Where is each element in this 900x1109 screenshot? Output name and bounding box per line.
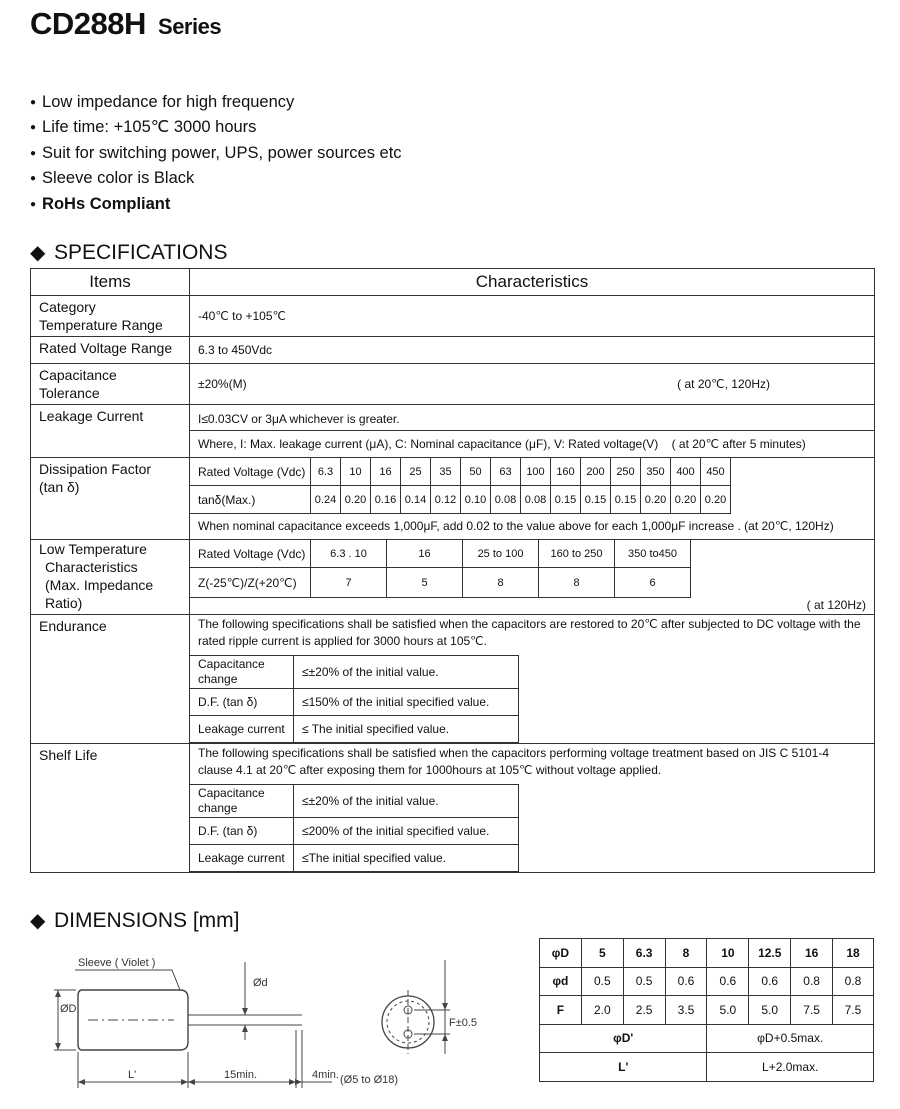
L-prime-header: L' (540, 1053, 707, 1082)
arrow-head (242, 1008, 248, 1015)
low-temp-label-line: Characteristics (45, 559, 138, 575)
sleeve-label: Sleeve ( Violet ) (78, 957, 156, 969)
df-tan-value: 0.08 (491, 486, 521, 514)
df-voltage: 350 (641, 458, 671, 486)
low-temp-note: ( at 120Hz) (806, 598, 866, 612)
lt-ratio: 8 (539, 568, 615, 598)
lt-ratio: 8 (463, 568, 539, 598)
feature-item: ● Suit for switching power, UPS, power sources etc (30, 141, 402, 166)
page-title (30, 6, 221, 42)
phid-value: 0.6 (707, 967, 749, 996)
phid-value: 0.5 (581, 967, 623, 996)
df-tan-value: 0.24 (311, 486, 341, 514)
shelf-item-line: Capacitance (198, 786, 265, 800)
dissipation-label-line: (tan δ) (39, 479, 80, 495)
shelf-value: ≤±20% of the initial value. (294, 785, 519, 818)
df-voltage: 35 (431, 458, 461, 486)
sleeve-leader (172, 970, 180, 990)
endurance-item: D.F. (tan δ) (190, 689, 294, 716)
arrow-head (55, 1043, 61, 1050)
shelf-item: D.F. (tan δ) (190, 818, 294, 845)
df-voltage: 10 (341, 458, 371, 486)
category-label (31, 296, 190, 337)
df-tan-label: tanδ(Max.) (190, 486, 311, 514)
F-value: 3.5 (665, 996, 707, 1025)
lead-length-label: 15min. (224, 1069, 258, 1081)
series-suffix: Series (158, 14, 222, 39)
specifications-heading (30, 240, 227, 265)
F-value: 5.0 (749, 996, 791, 1025)
arrow-head (295, 1079, 302, 1085)
dimensions-heading-text: DIMENSIONS [mm] (54, 909, 240, 932)
df-tan-value: 0.20 (641, 486, 671, 514)
endurance-text: The following specifications shall be satisfied when the capacitors are restored to 20℃ after subjected to DC voltage with the rated ripple current is applied for 3000 hours at 105℃. (198, 617, 861, 648)
endurance-value: ≤150% of the initial specified value. (294, 689, 519, 716)
df-tan-value: 0.10 (461, 486, 491, 514)
arrow-head (78, 1079, 85, 1085)
arrow-head (442, 1003, 448, 1010)
df-tan-value: 0.15 (611, 486, 641, 514)
diamond-icon: ◆ (30, 242, 46, 264)
shelf-table (189, 784, 519, 872)
feature-item: ● Life time: +105℃ 3000 hours (30, 115, 402, 140)
endurance-item (190, 656, 294, 689)
diamond-icon: ◆ (30, 910, 46, 932)
low-temperature-cell (190, 540, 875, 615)
capacitance-tolerance-value: ±20%(M) (198, 377, 247, 391)
df-tan-value: 0.12 (431, 486, 461, 514)
low-temperature-label (31, 540, 190, 615)
leakage-note: ( at 20℃ after 5 minutes) (671, 437, 806, 451)
phiD-header: φD (540, 939, 582, 968)
arrow-head (289, 1079, 296, 1085)
items-header: Items (31, 269, 190, 296)
phid-value: 0.6 (665, 967, 707, 996)
df-voltage: 450 (701, 458, 731, 486)
df-voltage: 250 (611, 458, 641, 486)
feature-item: ● Sleeve color is Black (30, 166, 402, 191)
phiD-value: 6.3 (623, 939, 665, 968)
shelf-item-line: change (198, 801, 238, 815)
lt-voltage: 6.3 . 10 (311, 540, 387, 568)
phid-header: φd (540, 967, 582, 996)
series-name: CD288H (30, 6, 146, 41)
leakage-current-cell (190, 405, 875, 458)
df-voltage: 25 (401, 458, 431, 486)
F-value: 5.0 (707, 996, 749, 1025)
F-header: F (540, 996, 582, 1025)
endurance-value: ≤±20% of the initial value. (294, 656, 519, 689)
F-value: 7.5 (791, 996, 833, 1025)
phiD-prime-header: φD' (540, 1024, 707, 1053)
df-voltage: 63 (491, 458, 521, 486)
capacitance-tolerance-note: ( at 20℃, 120Hz) (677, 377, 770, 391)
phiD-value: 18 (833, 939, 874, 968)
df-tan-value: 0.15 (551, 486, 581, 514)
endurance-value: ≤ The initial specified value. (294, 716, 519, 743)
df-voltage: 400 (671, 458, 701, 486)
feature-list (30, 90, 402, 217)
df-voltage: 200 (581, 458, 611, 486)
rated-voltage-label: Rated Voltage Range (31, 337, 190, 364)
endurance-item: Leakage current (190, 716, 294, 743)
category-value: -40℃ to +105℃ (198, 309, 287, 323)
endurance-item-line: Capacitance (198, 657, 265, 671)
endurance-cell (190, 615, 875, 744)
shelf-value: ≤The initial specified value. (294, 845, 519, 872)
endurance-table (189, 655, 519, 743)
feature-item: ● Low impedance for high frequency (30, 90, 402, 115)
category-label-line: Temperature Range (39, 317, 163, 333)
endurance-item-line: change (198, 672, 238, 686)
df-voltage: 16 (371, 458, 401, 486)
df-voltage-label: Rated Voltage (Vdc) (190, 458, 311, 486)
arrow-head (188, 1079, 195, 1085)
rated-voltage-cell (190, 337, 875, 364)
phiD-value: 10 (707, 939, 749, 968)
dimensions-table (539, 938, 874, 1082)
dissipation-note: When nominal capacitance exceeds 1,000μF, add 0.02 to the value above for each 1,000μF increase . (at 20℃, 120Hz) (198, 519, 834, 533)
lt-voltage: 25 to 100 (463, 540, 539, 568)
lt-voltage: 350 to450 (615, 540, 691, 568)
category-label-line: Category (39, 299, 96, 315)
phiD-value: 5 (581, 939, 623, 968)
shelf-item (190, 785, 294, 818)
rated-voltage-value: 6.3 to 450Vdc (198, 343, 273, 357)
df-tan-value: 0.20 (701, 486, 731, 514)
capacitance-tolerance-cell (190, 364, 875, 405)
diameter-range-label: (Ø5 to Ø18) (340, 1074, 399, 1086)
lt-ratio: 6 (615, 568, 691, 598)
dissipation-factor-cell (190, 458, 875, 540)
F-value: 2.0 (581, 996, 623, 1025)
shelf-value: ≤200% of the initial specified value. (294, 818, 519, 845)
df-voltage: 50 (461, 458, 491, 486)
dissipation-table (189, 457, 731, 514)
L-label: L' (128, 1069, 137, 1081)
leakage-formula: I≤0.03CV or 3μA whichever is greater. (190, 405, 874, 431)
arrow-head (55, 990, 61, 997)
phid-label: Ød (253, 977, 268, 989)
category-value-cell (190, 296, 875, 337)
df-tan-value: 0.16 (371, 486, 401, 514)
feature-item: ● RoHs Compliant (30, 192, 402, 217)
df-tan-value: 0.15 (581, 486, 611, 514)
dissipation-factor-label (31, 458, 190, 540)
low-temperature-table (189, 539, 691, 598)
df-tan-value: 0.14 (401, 486, 431, 514)
lt-voltage: 160 to 250 (539, 540, 615, 568)
df-tan-value: 0.20 (671, 486, 701, 514)
lt-ratio: 7 (311, 568, 387, 598)
shelf-life-cell (190, 744, 875, 873)
phiD-value: 8 (665, 939, 707, 968)
shelf-text: The following specifications shall be satisfied when the capacitors performing voltage treatment based on JIS C 5101-4 clause 4.1 at 20℃ after exposing them for 1000hours at 105℃ without voltage applied. (198, 746, 830, 777)
phid-value: 0.8 (791, 967, 833, 996)
F-value: 2.5 (623, 996, 665, 1025)
characteristics-header: Characteristics (190, 269, 875, 296)
phid-value: 0.6 (749, 967, 791, 996)
F-label: F±0.5 (449, 1017, 478, 1029)
low-temp-label-line: Low Temperature (39, 541, 147, 557)
L-prime-value: L+2.0max. (707, 1053, 874, 1082)
arrow-head (181, 1079, 188, 1085)
endurance-label: Endurance (31, 615, 190, 744)
phiD-prime-value: φD+0.5max. (707, 1024, 874, 1053)
phiD-value: 16 (791, 939, 833, 968)
shelf-item: Leakage current (190, 845, 294, 872)
arrow-head (242, 1025, 248, 1032)
capacitance-tolerance-label: Capacitance Tolerance (31, 364, 190, 405)
df-voltage: 160 (551, 458, 581, 486)
phiD-label: ØD (60, 1003, 77, 1015)
lt-voltage-label: Rated Voltage (Vdc) (190, 540, 311, 568)
dimensions-heading (30, 908, 240, 933)
leakage-current-label: Leakage Current (31, 405, 190, 458)
phiD-value: 12.5 (749, 939, 791, 968)
dissipation-label-line: Dissipation Factor (39, 461, 152, 477)
low-temp-label-line: (Max. Impedance Ratio) (45, 577, 154, 611)
phid-value: 0.8 (833, 967, 874, 996)
df-voltage: 6.3 (311, 458, 341, 486)
capacitor-dimension-drawing (40, 940, 480, 1100)
lt-ratio: 5 (387, 568, 463, 598)
df-tan-value: 0.08 (521, 486, 551, 514)
df-voltage: 100 (521, 458, 551, 486)
arrow-head (442, 1034, 448, 1041)
lt-ratio-label: Z(-25℃)/Z(+20℃) (190, 568, 311, 598)
F-value: 7.5 (833, 996, 874, 1025)
phid-value: 0.5 (623, 967, 665, 996)
specifications-heading-text: SPECIFICATIONS (54, 241, 228, 264)
shelf-life-label: Shelf Life (31, 744, 190, 873)
leakage-definition: Where, I: Max. leakage current (μA), C: Nominal capacitance (μF), V: Rated voltage(V) (198, 437, 659, 451)
df-tan-value: 0.20 (341, 486, 371, 514)
lt-voltage: 16 (387, 540, 463, 568)
end-length-label: 4min. (312, 1069, 339, 1081)
specifications-table (30, 268, 875, 873)
